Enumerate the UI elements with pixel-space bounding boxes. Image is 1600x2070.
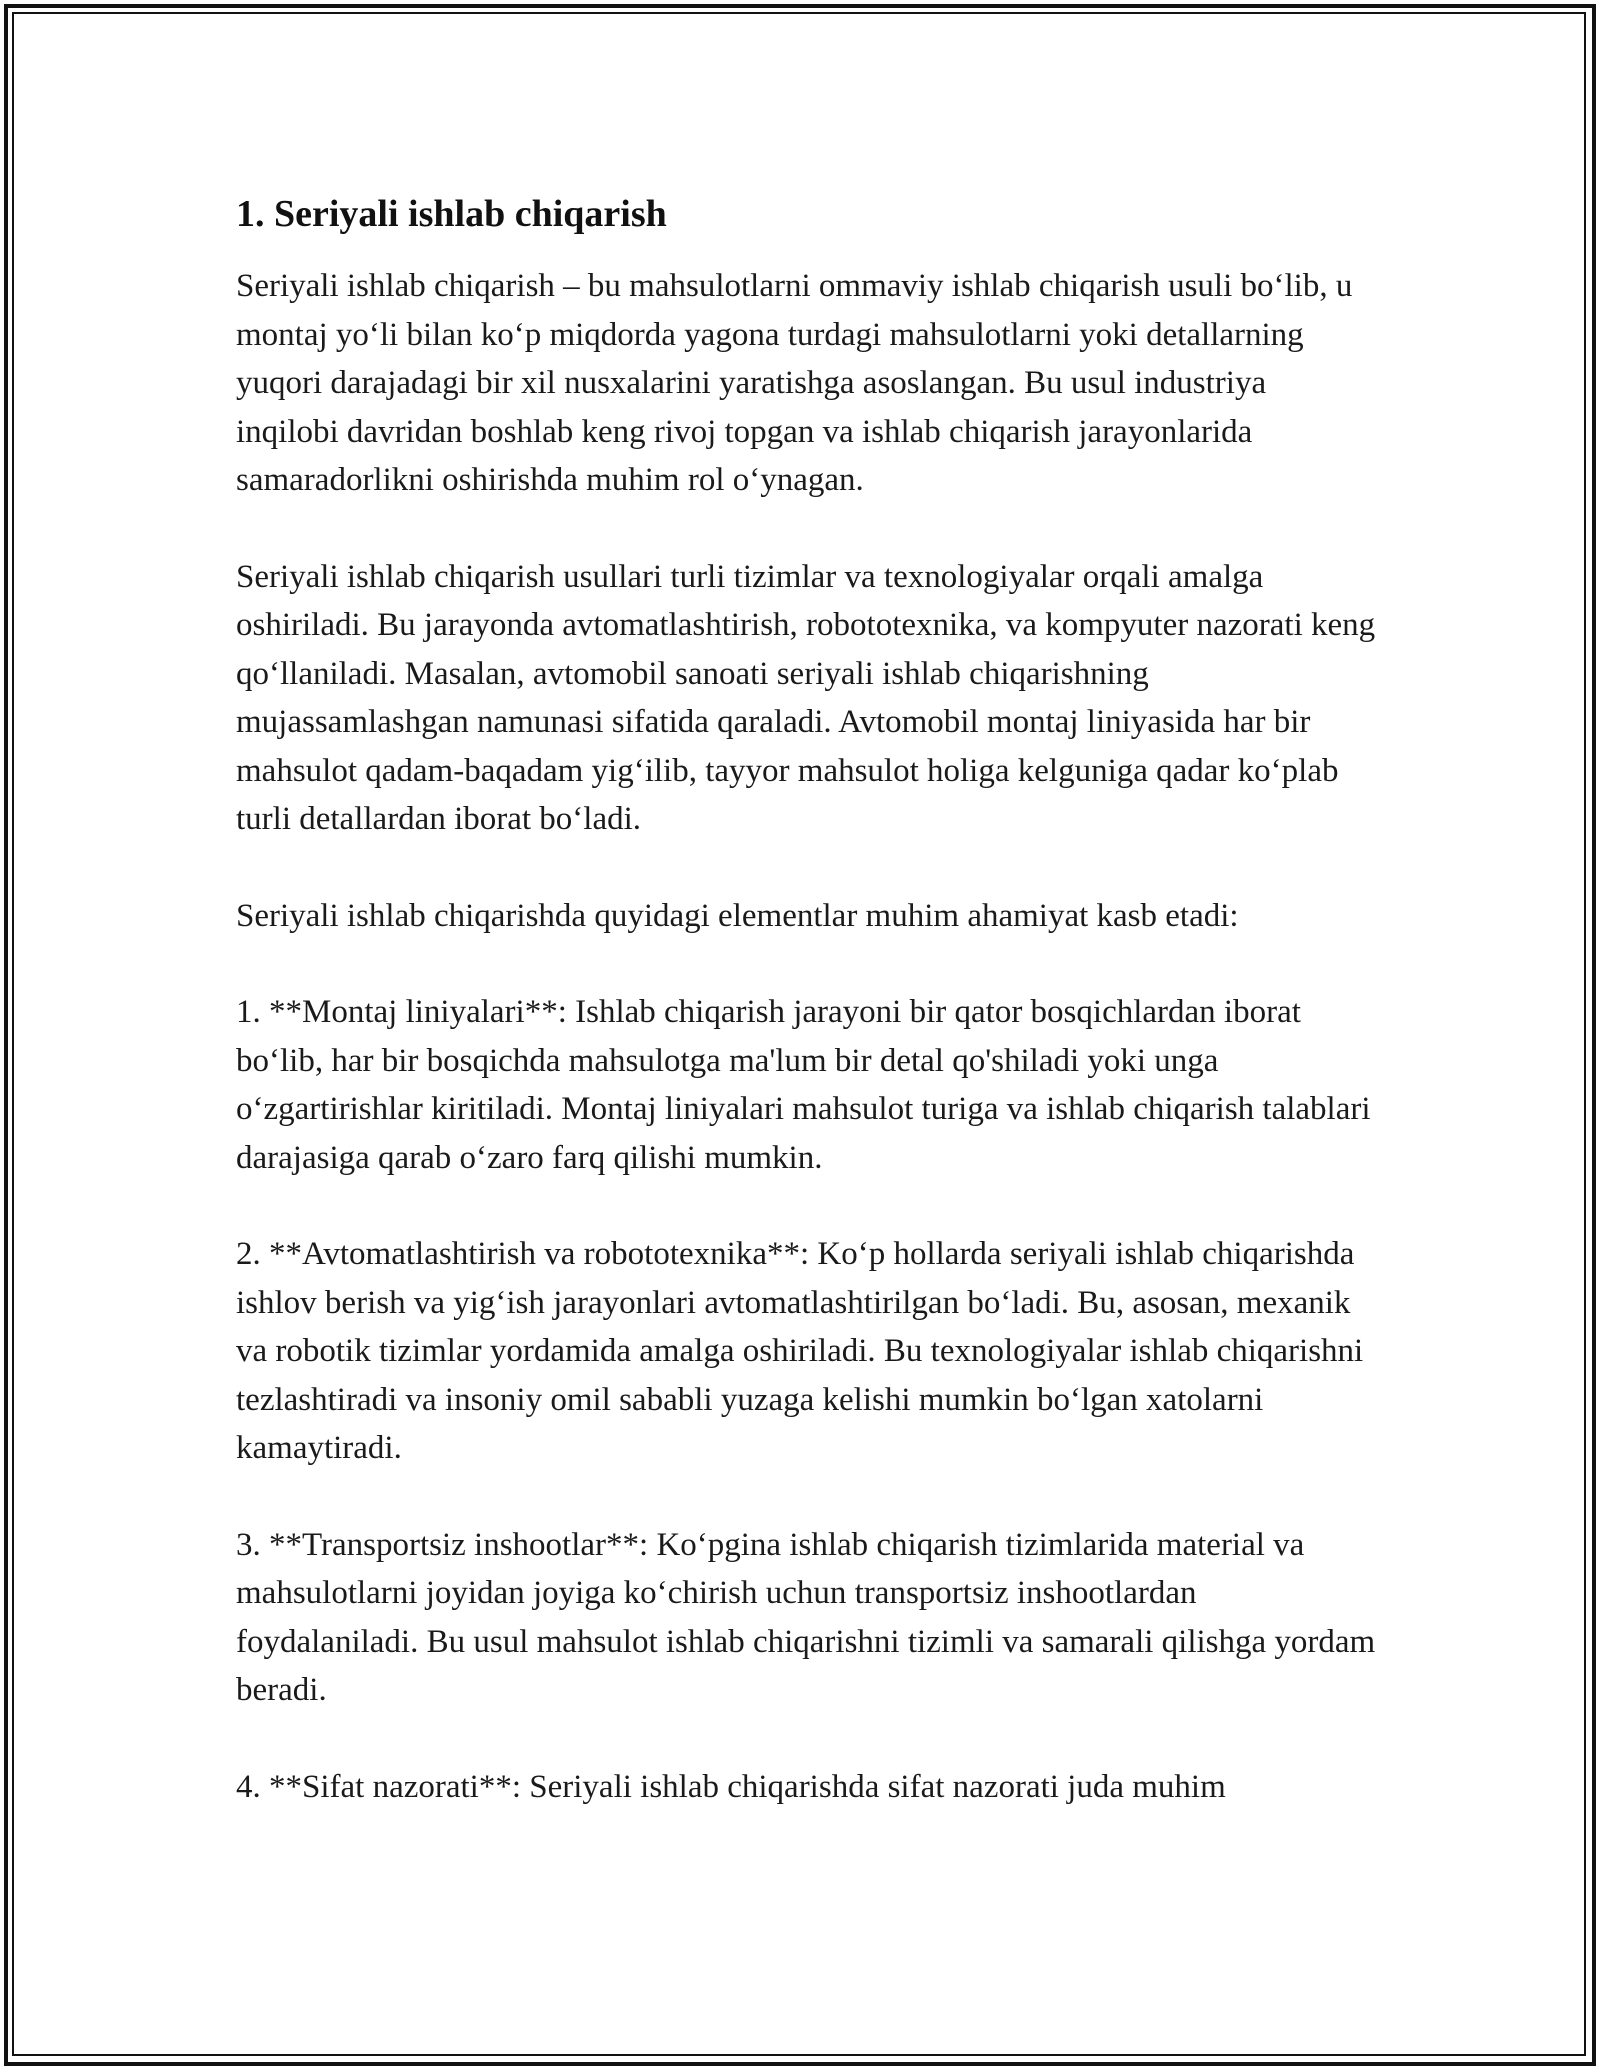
list-item-quality-control: 4. **Sifat nazorati**: Seriyali ishlab chiqarishda sifat nazorati juda muhim [236, 1768, 1226, 1805]
list-item-assembly-lines: 1. **Montaj liniyalari**: Ishlab chiqarish jarayoni bir qator bosqichlardan iborat bo‘lib, har bir bosqichda mahsulotga ma'lum bir detal qo'shiladi yoki unga o‘zgartirishlar kiritiladi. Montaj liniyalari mahsulot turiga va ishlab chiqarish talablari darajasiga qarab o‘zaro farq qilishi mumkin. [236, 994, 1371, 1176]
paragraph-intro: Seriyali ishlab chiqarish – bu mahsulotlarni ommaviy ishlab chiqarish usuli bo‘lib, u montaj yo‘li bilan ko‘p miqdorda yagona turdagi mahsulotlarni yoki detallarning yuqori darajadagi bir xil nusxalarini yaratishga asoslangan. Bu usul industriya inqilobi davridan boshlab keng rivoj topgan va ishlab chiqarish jarayonlarida samaradorlikni oshirishda muhim rol o‘ynagan. [236, 268, 1353, 498]
paragraph-methods: Seriyali ishlab chiqarish usullari turli tizimlar va texnologiyalar orqali amalga oshiriladi. Bu jarayonda avtomatlashtirish, robototexnika, va kompyuter nazorati keng qo‘llaniladi. Masalan, avtomobil sanoati seriyali ishlab chiqarishning mujassamlashgan namunasi sifatida qaraladi. Avtomobil montaj liniyasida har bir mahsulot qadam-baqadam yig‘ilib, tayyor mahsulot holiga kelguniga qadar ko‘plab turli detallardan iborat bo‘ladi. [236, 558, 1376, 837]
list-item-automation: 2. **Avtomatlashtirish va robototexnika**: Ko‘p hollarda seriyali ishlab chiqarishda ishlov berish va yig‘ish jarayonlari avtomatlashtirilgan bo‘ladi. Bu, asosan, mexanik va robotik tizimlar yordamida amalga oshiriladi. Bu texnologiyalar ishlab chiqarishni tezlashtiradi va insoniy omil sababli yuzaga kelishi mumkin bo‘lgan xatolarni kamaytiradi. [236, 1236, 1364, 1466]
list-item-transportless: 3. **Transportsiz inshootlar**: Ko‘pgina ishlab chiqarish tizimlarida material va mahsulotlarni joyidan joyiga ko‘chirish uchun transportsiz inshootlardan foydalaniladi. Bu usul mahsulot ishlab chiqarishni tizimli va samarali qilishga yordam beradi. [236, 1526, 1376, 1708]
paragraph-elements-lead: Seriyali ishlab chiqarishda quyidagi elementlar muhim ahamiyat kasb etadi: [236, 897, 1239, 934]
section-heading: 1. Seriyali ishlab chiqarish [236, 193, 667, 235]
document-body [236, 188, 1376, 1859]
